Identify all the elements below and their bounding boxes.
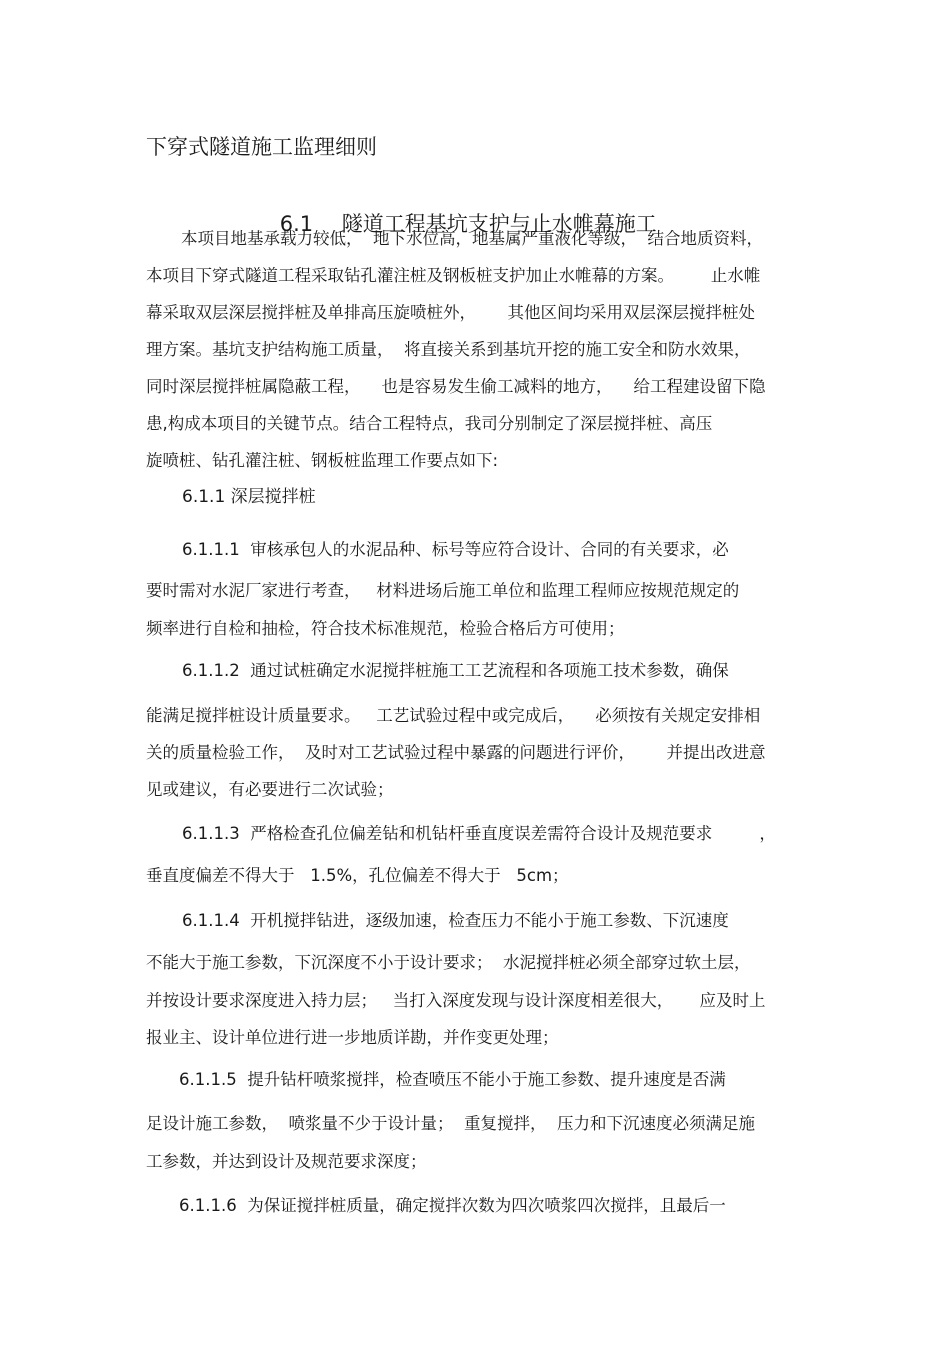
paragraph-line: 6.1.1.3 严格检查孔位偏差钻和机钻杆垂直度误差需符合设计及规范要求 ， [182, 824, 776, 843]
section-number: 6.1 [279, 212, 314, 236]
paragraph-line: 6.1.1.2 通过试桩确定水泥搅拌桩施工工艺流程和各项施工技术参数，确保 [182, 661, 729, 680]
paragraph-line: 报业主、设计单位进行进一步地质详勘，并作变更处理； [146, 1028, 559, 1047]
paragraph-line: 能满足搅拌桩设计质量要求。 工艺试验过程中或完成后， 必须按有关规定安排相 [146, 706, 761, 725]
paragraph-line: 要时需对水泥厂家进行考查， 材料进场后施工单位和监理工程师应按规范规定的 [146, 581, 740, 600]
paragraph-line: 患,构成本项目的关键节点。结合工程特点，我司分别制定了深层搅拌桩、高压 [146, 414, 713, 433]
paragraph-line: 本项目下穿式隧道工程采取钻孔灌注桩及钢板桩支护加止水帷幕的方案。 止水帷 [146, 266, 761, 285]
paragraph-line: 旋喷桩、钻孔灌注桩、钢板桩监理工作要点如下: [146, 451, 499, 470]
section-heading [253, 182, 657, 266]
paragraph-line: 6.1.1.4 开机搅拌钻进，逐级加速，检查压力不能小于施工参数、下沉速度 [182, 911, 729, 930]
paragraph-line: 足设计施工参数， 喷浆量不少于设计量； 重复搅拌， 压力和下沉速度必须满足施 [146, 1114, 755, 1133]
paragraph-line: 垂直度偏差不得大于 1.5%，孔位偏差不得大于 5cm； [146, 866, 569, 885]
paragraph-line: 同时深层搅拌桩属隐蔽工程， 也是容易发生偷工减料的地方， 给工程建设留下隐 [146, 377, 766, 396]
paragraph-line: 6.1.1.1 审核承包人的水泥品种、标号等应符合设计、合同的有关要求，必 [182, 540, 729, 559]
paragraph-line: 频率进行自检和抽检，符合技术标准规范，检验合格后方可使用； [146, 619, 625, 638]
paragraph-line: 关的质量检验工作， 及时对工艺试验过程中暴露的问题进行评价， 并提出改进意 [146, 743, 766, 762]
section-title: 隧道工程基坑支护与止水帷幕施工 [341, 212, 657, 236]
document-title: 下穿式隧道施工监理细则 [146, 135, 377, 159]
paragraph-line: 6.1.1.6 为保证搅拌桩质量，确定搅拌次数为四次喷浆四次搅拌，且最后一 [179, 1196, 726, 1215]
paragraph-line: 并按设计要求深度进入持力层； 当打入深度发现与设计深度相差很大， 应及时上 [146, 991, 766, 1010]
subsection-heading: 6.1.1 深层搅拌桩 [182, 487, 316, 507]
paragraph-line: 工参数，并达到设计及规范要求深度； [146, 1152, 427, 1171]
paragraph-line: 见或建议，有必要进行二次试验； [146, 780, 394, 799]
paragraph-line: 不能大于施工参数，下沉深度不小于设计要求； 水泥搅拌桩必须全部穿过软土层， [146, 953, 751, 972]
paragraph-line: 6.1.1.5 提升钻杆喷浆搅拌，检查喷压不能小于施工参数、提升速度是否满 [179, 1070, 726, 1089]
paragraph-line: 幕采取双层深层搅拌桩及单排高压旋喷桩外， 其他区间均采用双层深层搅拌桩处 [146, 303, 755, 322]
paragraph-line: 理方案。基坑支护结构施工质量， 将直接关系到基坑开挖的施工安全和防水效果， [146, 340, 751, 359]
paragraph-line: 本项目地基承载力较低， 地下水位高，地基属严重液化等级， 结合地质资料， [181, 229, 763, 248]
